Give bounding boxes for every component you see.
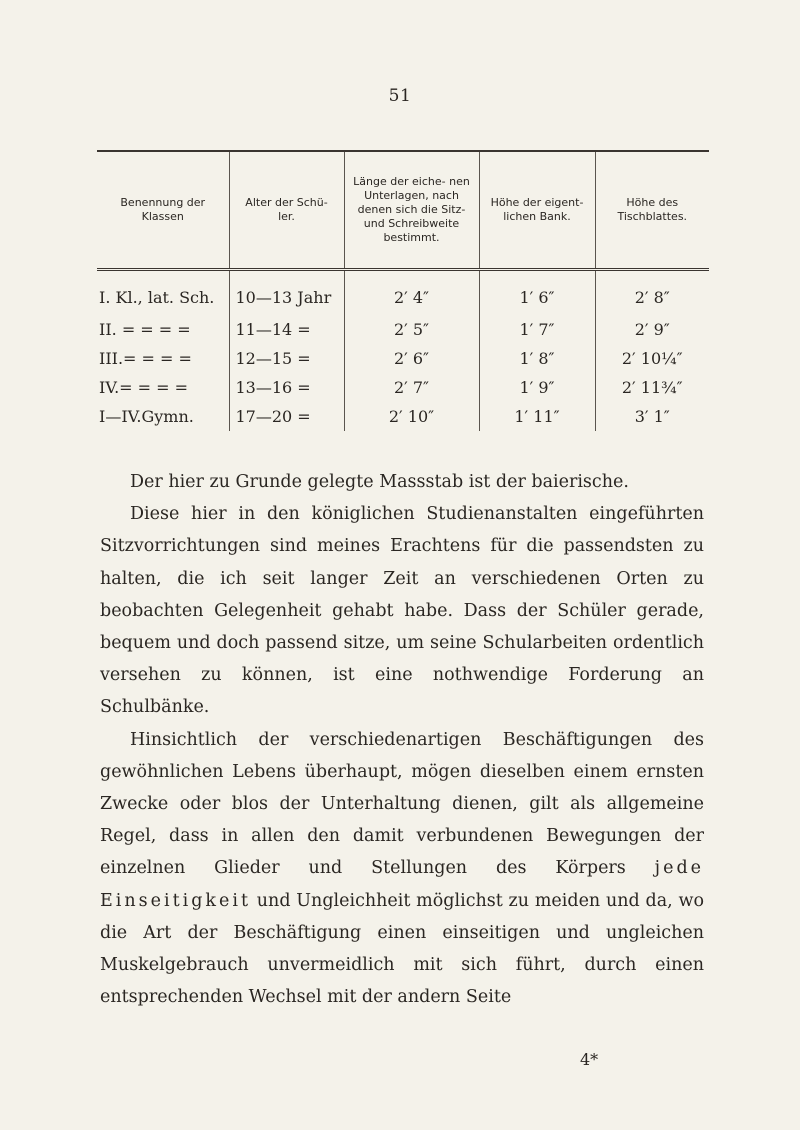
header-desk-height: Höhe des Tischblattes. [595, 151, 709, 269]
signature-mark: 4* [580, 1050, 599, 1069]
age-cell: 10—13 Jahr [229, 269, 344, 315]
paragraph-text: Hinsichtlich der verschiedenartigen Beschäftigungen des gewöhnlichen Lebens überhaupt, mögen dieselben einem ernsten Zwecke oder blos der Unterhaltung dienen, gilt als allgemeine Regel, dass in allen den damit verbundenen Bewegungen der einzelnen Glieder und Stellungen des Körpers [100, 729, 704, 879]
table-row [97, 402, 709, 431]
emphasized-phrase: jede Einseitigkeit [100, 858, 704, 911]
length-cell: 2′ 4″ [344, 269, 479, 315]
length-cell: 2′ 6″ [344, 344, 479, 373]
age-cell: 13—16 = [229, 373, 344, 402]
header-class-name: Benennung der Klassen [120, 195, 206, 223]
dimensions-table [97, 150, 709, 431]
class-name-cell: III.= = = = [99, 348, 192, 368]
bench-height-cell: 1′ 8″ [479, 344, 595, 373]
desk-height-cell: 2′ 10¼″ [595, 344, 709, 373]
table-row [97, 315, 709, 344]
header-base-length: Länge der eiche- nen Unterlagen, nach denen sich die Sitz- und Schreibweite bestimmt. [344, 151, 479, 269]
paragraph-seating: Diese hier in den königlichen Studienanstalten eingeführten Sitzvorrichtungen sind meines Erachtens für die passendsten zu halten, die ich seit langer Zeit an verschiedenen Orten zu beobachten Gelegenheit gehabt habe. Dass der Schüler gerade, bequem und doch passend sitze, um seine Schularbeiten ordentlich versehen zu können, ist eine nothwendige Forderung an Schulbänke. [100, 504, 704, 718]
bench-height-cell: 1′ 9″ [479, 373, 595, 402]
header-pupil-age: Alter der Schü- ler. [229, 151, 344, 269]
table-row [97, 373, 709, 402]
paragraph-text: und Ungleichheit möglichst zu meiden und da, wo die Art der Beschäftigung einen einseitigen und ungleichen Muskelgebrauch unvermeidlich mit sich führt, durch einen entsprechenden Wechsel mit der andern Seite [100, 890, 704, 1008]
age-cell: 12—15 = [229, 344, 344, 373]
table-row [97, 344, 709, 373]
length-cell: 2′ 10″ [344, 402, 479, 431]
class-name-cell: I—IV.Gymn. [99, 406, 194, 426]
class-name-cell: IV.= = = = [99, 377, 189, 397]
desk-height-cell: 3′ 1″ [595, 402, 709, 431]
length-cell: 2′ 7″ [344, 373, 479, 402]
table-header-row [97, 151, 709, 269]
school-bench-table [97, 150, 709, 450]
body-text [100, 466, 704, 1013]
desk-height-cell: 2′ 8″ [595, 269, 709, 315]
desk-height-cell: 2′ 9″ [595, 315, 709, 344]
age-cell: 17—20 = [229, 402, 344, 431]
class-name-cell: I. Kl., lat. Sch. [99, 288, 215, 307]
length-cell: 2′ 5″ [344, 315, 479, 344]
paragraph-one-sidedness [100, 724, 704, 1014]
age-cell: 11—14 = [229, 315, 344, 344]
bench-height-cell: 1′ 7″ [479, 315, 595, 344]
desk-height-cell: 2′ 11¾″ [595, 373, 709, 402]
class-name-cell: II. = = = = [99, 319, 191, 339]
table-row [97, 269, 709, 315]
bench-height-cell: 1′ 11″ [479, 402, 595, 431]
bench-height-cell: 1′ 6″ [479, 269, 595, 315]
page-number: 51 [388, 86, 412, 106]
paragraph-scale-note: Der hier zu Grunde gelegte Massstab ist der baierische. [130, 472, 629, 492]
header-bench-height: Höhe der eigent- lichen Bank. [479, 151, 595, 269]
